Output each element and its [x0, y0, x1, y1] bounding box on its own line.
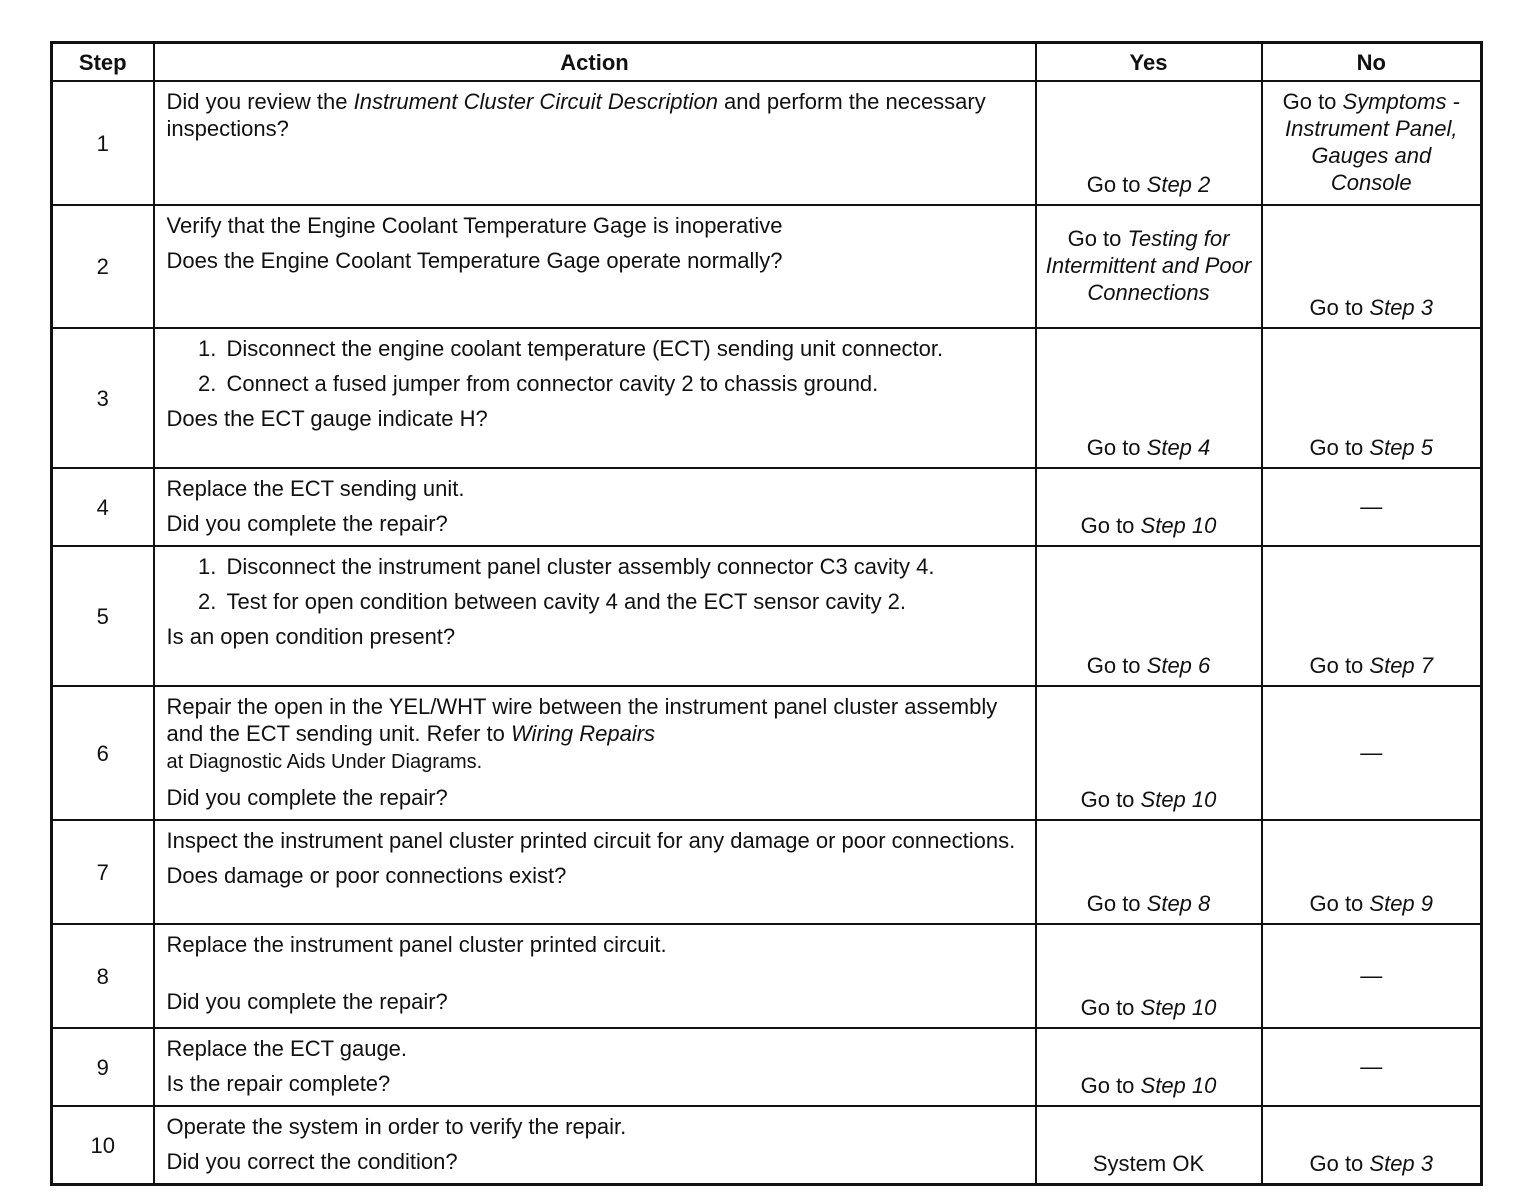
yes-ref: Step 2 [1146, 172, 1211, 197]
no-ref: Step 7 [1369, 653, 1434, 678]
action-cell [154, 328, 1036, 468]
yes-cell [1036, 820, 1262, 924]
header-row [52, 43, 1482, 82]
action-substep: 2. Test for open condition between cavity 4 and the ECT sensor cavity 2. [223, 588, 1025, 615]
table-row [52, 686, 1482, 820]
step-number: 4 [52, 468, 154, 546]
table-row [52, 81, 1482, 205]
yes-cell [1036, 468, 1262, 546]
step-number: 5 [52, 546, 154, 686]
action-question: Did you complete the repair? [166, 511, 448, 536]
action-cell [154, 924, 1036, 1028]
yes-cell [1036, 924, 1262, 1028]
action-text: Replace the ECT gauge. [166, 1036, 408, 1061]
header-action: Action [154, 43, 1036, 82]
action-text: Verify that the Engine Coolant Temperature Gage is inoperative [166, 213, 783, 238]
no-ref: Step 3 [1369, 1151, 1434, 1176]
yes-prefix: Go to [1080, 787, 1141, 812]
action-text: Did you review the [166, 89, 354, 114]
no-cell [1262, 328, 1482, 468]
action-text-block [167, 693, 1025, 776]
yes-ref: Step 10 [1140, 787, 1217, 812]
yes-ref: Step 8 [1146, 891, 1211, 916]
action-text: at Diagnostic Aids Under Diagrams. [166, 751, 483, 773]
action-question: Is an open condition present? [166, 624, 456, 649]
step-number: 2 [52, 205, 154, 328]
no-ref: Symptoms - Instrument Panel, Gauges and Console [1285, 89, 1460, 195]
action-cell [154, 468, 1036, 546]
no-prefix: Go to [1282, 89, 1343, 114]
table-row [52, 328, 1482, 468]
yes-prefix: Go to [1067, 226, 1128, 251]
step-number: 6 [52, 686, 154, 820]
no-prefix: Go to [1309, 891, 1370, 916]
action-substep: 2. Connect a fused jumper from connector cavity 2 to chassis ground. [223, 370, 1025, 397]
action-cell [154, 546, 1036, 686]
yes-cell: System OK [1036, 1106, 1262, 1185]
no-cell-dash: — [1262, 468, 1482, 546]
no-cell [1262, 546, 1482, 686]
no-cell [1262, 81, 1482, 205]
header-yes: Yes [1036, 43, 1262, 82]
step-number: 8 [52, 924, 154, 1028]
action-question: Does the ECT gauge indicate H? [166, 406, 488, 431]
yes-cell [1036, 546, 1262, 686]
action-ref: Instrument Cluster Circuit Description [353, 89, 718, 114]
action-question: Is the repair complete? [166, 1071, 391, 1096]
yes-prefix: Go to [1086, 653, 1147, 678]
yes-prefix: Go to [1086, 435, 1147, 460]
action-cell [154, 1028, 1036, 1106]
action-cell [154, 205, 1036, 328]
header-step: Step [52, 43, 154, 82]
yes-ref: Testing for Intermittent and Poor Connections [1045, 226, 1252, 305]
yes-prefix: Go to [1086, 172, 1147, 197]
action-substeps [167, 553, 1025, 615]
action-text: Replace the instrument panel cluster printed circuit. [166, 932, 667, 957]
table-row [52, 924, 1482, 1028]
action-ref: Wiring Repairs [510, 721, 656, 746]
no-cell-dash: — [1262, 686, 1482, 820]
table-row [52, 1106, 1482, 1185]
table-row [52, 205, 1482, 328]
table-row [52, 1028, 1482, 1106]
action-text: Operate the system in order to verify the repair. [166, 1114, 627, 1139]
yes-ref: Step 10 [1140, 513, 1217, 538]
no-prefix: Go to [1309, 653, 1370, 678]
yes-cell [1036, 686, 1262, 820]
table-row [52, 820, 1482, 924]
yes-ref: Step 10 [1140, 1073, 1217, 1098]
action-text: Replace the ECT sending unit. [166, 476, 465, 501]
yes-cell [1036, 1028, 1262, 1106]
step-number: 10 [52, 1106, 154, 1185]
no-prefix: Go to [1309, 1151, 1370, 1176]
no-cell-dash: — [1262, 924, 1482, 1028]
yes-prefix: Go to [1080, 1073, 1141, 1098]
step-number: 1 [52, 81, 154, 205]
table-row [52, 546, 1482, 686]
action-text: and perform the necessary inspections? [166, 89, 986, 141]
yes-cell [1036, 328, 1262, 468]
action-substeps [167, 335, 1025, 397]
diagnostic-table [50, 41, 1483, 1186]
table-row [52, 468, 1482, 546]
yes-prefix: Go to [1086, 891, 1147, 916]
no-cell-dash: — [1262, 1028, 1482, 1106]
action-substep: 1. Disconnect the instrument panel cluster assembly connector C3 cavity 4. [223, 553, 1025, 580]
action-question: Did you correct the condition? [166, 1149, 458, 1174]
no-ref: Step 9 [1369, 891, 1434, 916]
step-number: 9 [52, 1028, 154, 1106]
action-question: Did you complete the repair? [166, 785, 448, 810]
action-question: Does the Engine Coolant Temperature Gage operate normally? [166, 248, 783, 273]
yes-ref: Step 4 [1146, 435, 1211, 460]
no-prefix: Go to [1309, 435, 1370, 460]
no-ref: Step 5 [1369, 435, 1434, 460]
action-cell [154, 81, 1036, 205]
yes-cell [1036, 81, 1262, 205]
action-text: Inspect the instrument panel cluster printed circuit for any damage or poor connections. [166, 828, 1016, 853]
action-cell [154, 686, 1036, 820]
action-question: Did you complete the repair? [166, 989, 448, 1014]
no-ref: Step 3 [1369, 295, 1434, 320]
yes-ref: Step 6 [1146, 653, 1211, 678]
action-substep: 1. Disconnect the engine coolant temperature (ECT) sending unit connector. [223, 335, 1025, 362]
action-question: Does damage or poor connections exist? [166, 863, 567, 888]
action-cell [154, 1106, 1036, 1185]
header-no: No [1262, 43, 1482, 82]
yes-cell [1036, 205, 1262, 328]
step-number: 7 [52, 820, 154, 924]
step-number: 3 [52, 328, 154, 468]
no-cell [1262, 205, 1482, 328]
yes-ref: Step 10 [1140, 995, 1217, 1020]
no-cell [1262, 1106, 1482, 1185]
yes-prefix: Go to [1080, 995, 1141, 1020]
action-cell [154, 820, 1036, 924]
no-cell [1262, 820, 1482, 924]
action-text: Repair the open in the YEL/WHT wire between the instrument panel cluster assembly and the ECT sending unit. Refer to [166, 694, 998, 746]
yes-prefix: Go to [1080, 513, 1141, 538]
no-prefix: Go to [1309, 295, 1370, 320]
